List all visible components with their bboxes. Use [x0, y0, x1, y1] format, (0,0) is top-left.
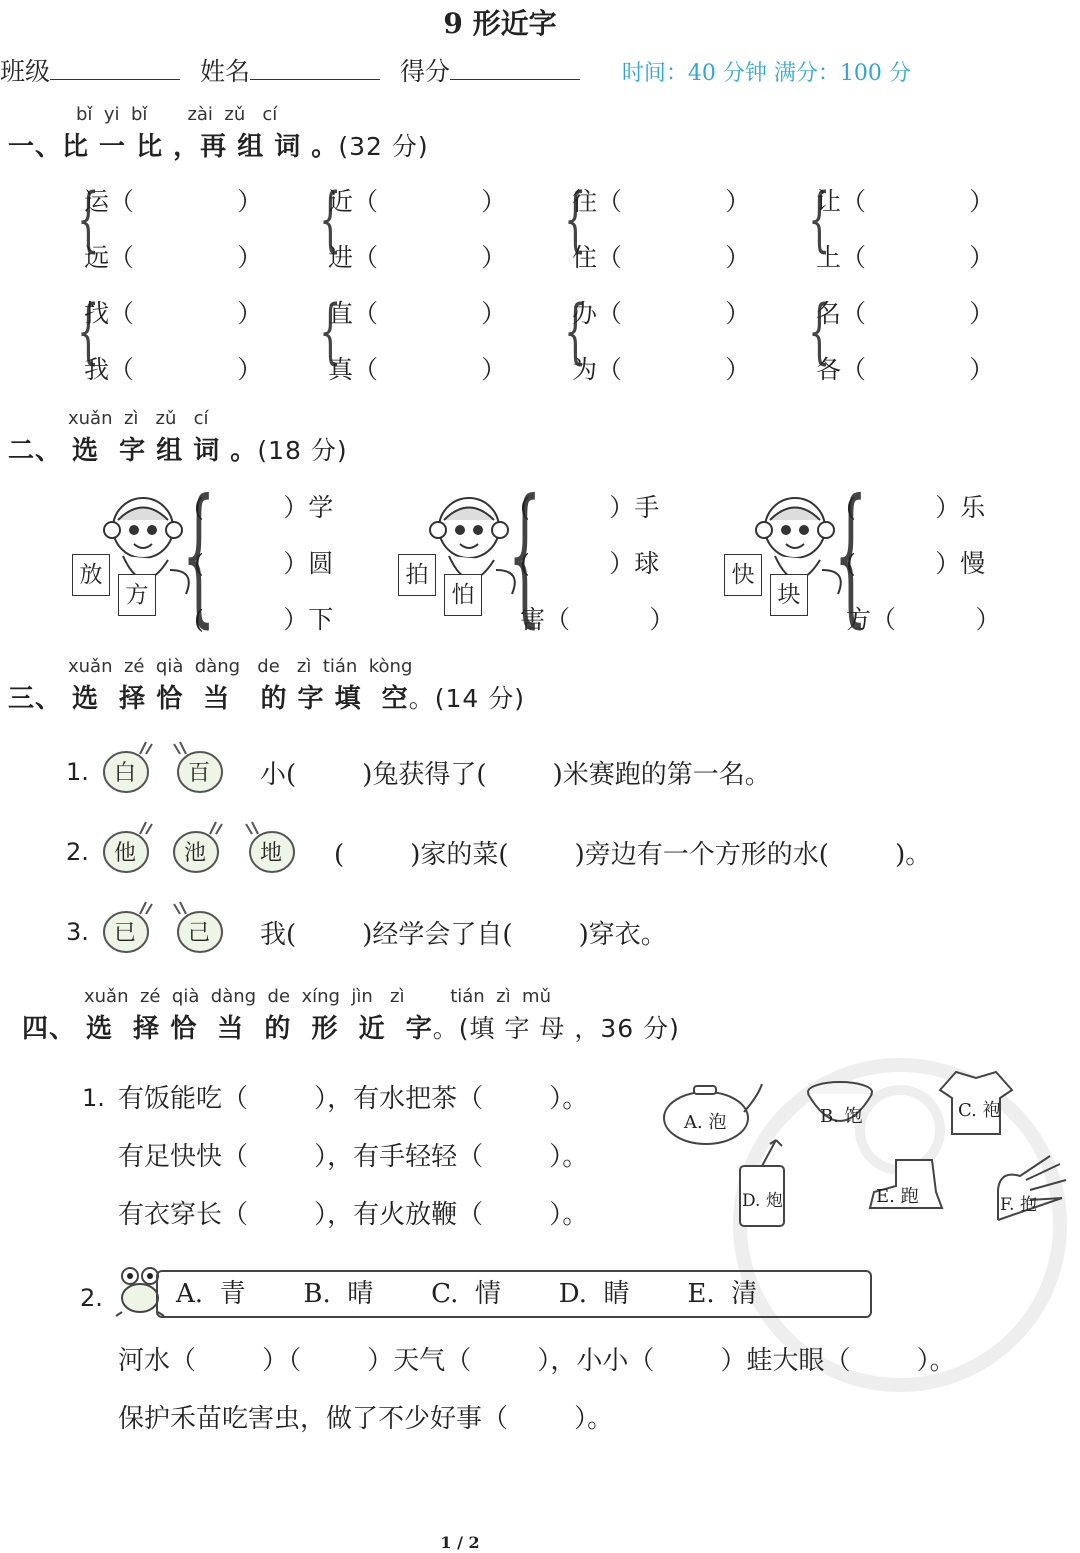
word-pair-cell[interactable]: 我（ ） [84, 355, 263, 384]
section2-points: (18 分) [257, 436, 348, 465]
picture-label: C. 袍 [958, 1100, 1001, 1121]
word-pair-cell[interactable]: 运（ ） [84, 187, 263, 216]
name-blank[interactable] [250, 55, 380, 80]
group-line[interactable]: ( ）下 [194, 605, 334, 634]
picture-label: D. 炮 [742, 1191, 783, 1211]
score-label: 得分 [399, 57, 450, 86]
section3-heading-text: 三、 选 择 恰 当 的 字 填 空 [8, 684, 409, 714]
char-card: 怕 [444, 574, 482, 616]
options-box: A. 青 B. 晴 C. 情 D. 睛 E. 清 [156, 1270, 872, 1318]
time-note: 时间：40 分钟 满分：100 分 [621, 61, 911, 86]
group-line[interactable]: ( ）手 [520, 493, 660, 522]
hand-icon [990, 1150, 1074, 1226]
char-card: 方 [118, 574, 156, 616]
brace-icon: { [808, 178, 831, 260]
word-pair-cell[interactable]: 各（ ） [816, 355, 995, 384]
brace-icon: { [834, 468, 868, 642]
q1-line[interactable]: 有饭能吃（ ），有水把茶（ ）。 [118, 1084, 589, 1114]
brace-icon: { [319, 290, 342, 372]
brace-icon: { [564, 290, 587, 372]
snail-char: 池 [184, 841, 207, 866]
snail-icon [170, 900, 226, 956]
picture-label: F. 抱 [1000, 1195, 1037, 1215]
brace-icon: { [77, 178, 100, 260]
fill-in-sentence[interactable]: 我( )经学会了自( )穿衣。 [260, 920, 667, 950]
snail-char: 白 [114, 761, 137, 786]
brace-icon: { [182, 468, 216, 642]
section3-pinyin: xuǎn zé qià dàng de zì tián kòng [68, 656, 413, 677]
brace-icon: { [508, 468, 542, 642]
word-pair-cell[interactable]: 名（ ） [816, 299, 995, 328]
snail-icon [100, 900, 156, 956]
firecracker-icon [736, 1136, 800, 1232]
group-line[interactable]: 方（ ） [846, 605, 1001, 634]
monkey-group-3 [722, 468, 1002, 642]
group-line[interactable]: ( ）圆 [194, 549, 334, 578]
q2-number: 2. [80, 1284, 103, 1312]
q2-line[interactable]: 河水（ ）（ ）天气（ ），小小（ ）蛙大眼（ ）。 [118, 1346, 956, 1376]
page-number: 1 / 2 [440, 1533, 480, 1552]
word-pair-cell[interactable]: 为（ ） [572, 355, 751, 384]
robe-icon [936, 1066, 1016, 1138]
group-line[interactable]: ( ）慢 [846, 549, 986, 578]
snail-icon [242, 820, 298, 876]
char-card: 快 [724, 554, 762, 596]
word-pair-cell[interactable]: 直（ ） [328, 299, 507, 328]
word-pair-cell[interactable]: 近（ ） [328, 187, 507, 216]
picture-label: E. 跑 [876, 1186, 919, 1207]
section3-points: 。(14 分) [408, 684, 525, 713]
rice-bowl-icon [802, 1078, 878, 1138]
class-label: 班级 [0, 57, 51, 86]
char-card: 拍 [398, 554, 436, 596]
word-pair-cell[interactable]: 上（ ） [816, 243, 995, 272]
item-number: 2. [66, 838, 89, 866]
word-pair-cell[interactable]: 往（ ） [572, 187, 751, 216]
brace-icon: { [319, 178, 342, 260]
picture-label: A. 泡 [684, 1112, 727, 1133]
word-pair-cell[interactable]: 进（ ） [328, 243, 507, 272]
snail-char: 己 [188, 921, 211, 946]
word-pair-cell[interactable]: 真（ ） [328, 355, 507, 384]
score-blank[interactable] [450, 55, 580, 80]
snail-char: 已 [114, 921, 137, 946]
brace-icon: { [564, 178, 587, 260]
student-info-row [0, 52, 911, 88]
name-label: 姓名 [199, 57, 250, 86]
section2-heading [8, 430, 348, 467]
snail-icon [100, 820, 156, 876]
section1-heading [8, 126, 429, 163]
fill-in-sentence[interactable]: 小( )兔获得了( )米赛跑的第一名。 [260, 760, 771, 790]
char-card: 放 [72, 554, 110, 596]
q1-number: 1. [82, 1084, 105, 1112]
section3-heading [8, 678, 525, 715]
section4-points: 。(填 字 母 ，36 分) [432, 1014, 680, 1043]
monkey-group-1 [70, 468, 334, 642]
q2-line[interactable]: 保护禾苗吃害虫，做了不少好事（ ）。 [118, 1404, 614, 1434]
section1-heading-text: 一、比 一 比 ，再 组 词 。 [8, 132, 339, 162]
section4-heading [22, 1008, 680, 1045]
snail-icon [170, 740, 226, 796]
word-pair-cell[interactable]: 住（ ） [572, 243, 751, 272]
word-pair-cell[interactable]: 办（ ） [572, 299, 751, 328]
q1-line[interactable]: 有衣穿长（ ），有火放鞭（ ）。 [118, 1200, 589, 1230]
picture-label: B. 饱 [820, 1106, 863, 1127]
item-number: 1. [66, 758, 89, 786]
char-card: 块 [770, 574, 808, 616]
group-line[interactable]: ( ）学 [194, 493, 334, 522]
section4-pinyin: xuǎn zé qià dàng de xíng jìn zì tián zì mǔ [84, 986, 551, 1007]
word-pair-cell[interactable]: 让（ ） [816, 187, 995, 216]
group-line[interactable]: ( ）球 [520, 549, 660, 578]
snail-icon [100, 740, 156, 796]
section4-heading-text: 四、 选 择 恰 当 的 形 近 字 [22, 1014, 433, 1044]
monkey-group-2 [396, 468, 675, 642]
class-blank[interactable] [50, 55, 180, 80]
section2-pinyin: xuǎn zì zǔ cí [68, 408, 209, 429]
q1-line[interactable]: 有足快快（ ），有手轻轻（ ）。 [118, 1142, 589, 1172]
fill-in-sentence[interactable]: ( )家的菜( )旁边有一个方形的水( )。 [334, 840, 932, 870]
section1-pinyin: bǐ yi bǐ zài zǔ cí [76, 104, 278, 125]
item-number: 3. [66, 918, 89, 946]
worksheet-title: 9 形近字 [443, 7, 557, 40]
snail-char: 百 [188, 761, 211, 786]
group-line[interactable]: 害（ ） [520, 605, 675, 634]
word-pair-cell[interactable]: 找（ ） [84, 299, 263, 328]
section1-points: (32 分) [338, 132, 429, 161]
word-pair-cell[interactable]: 远（ ） [84, 243, 263, 272]
snail-char: 他 [114, 841, 137, 866]
section2-heading-text: 二、 选 字 组 词 。 [8, 436, 258, 466]
shoe-icon [866, 1152, 946, 1216]
snail-char: 地 [260, 841, 283, 866]
snail-icon [170, 820, 226, 876]
brace-icon: { [808, 290, 831, 372]
brace-icon: { [77, 290, 100, 372]
group-line[interactable]: ( ）乐 [846, 493, 986, 522]
